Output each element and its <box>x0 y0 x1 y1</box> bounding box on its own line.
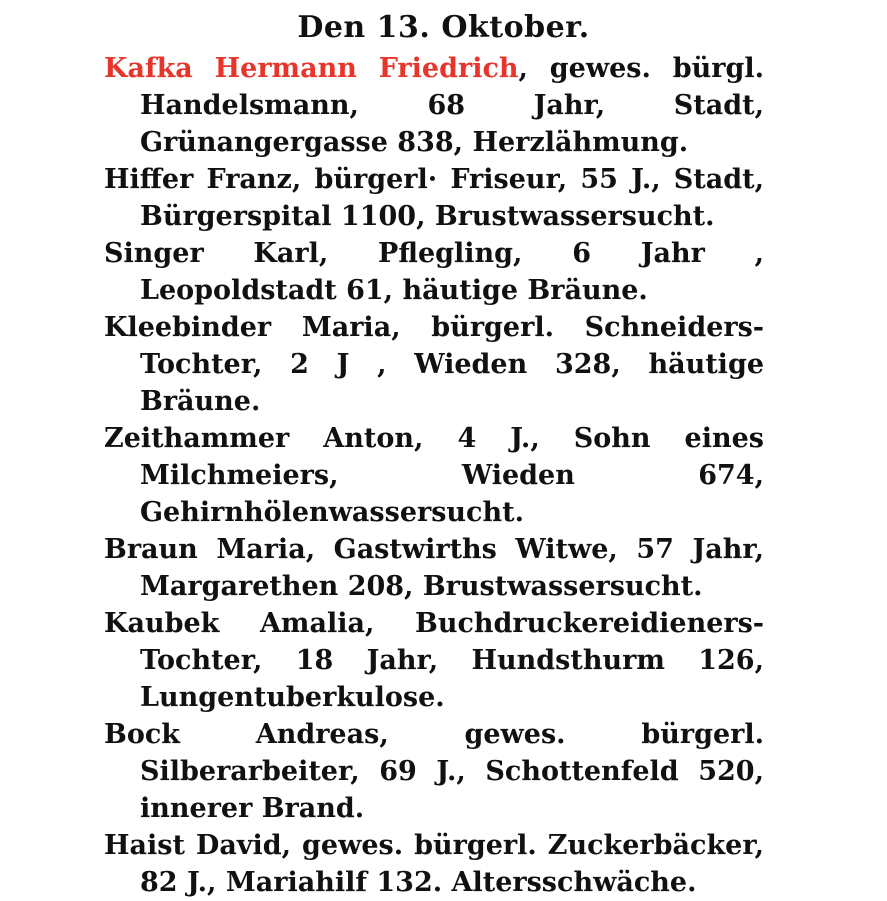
entry-details: , 4 J., Sohn eines Milchmeiers, Wieden 674, Gehirnhölenwassersucht. <box>140 423 765 528</box>
death-notice-entry <box>104 309 764 420</box>
entry-details: , gewes. bürgerl. Zuckerbäcker, 82 J., Mariahilf 132. Altersschwäche. <box>140 830 764 898</box>
death-notice-entry <box>104 827 764 901</box>
entry-details: , bürgerl· Friseur, 55 J., Stadt, Bürgerspital 1100, Brustwassersucht. <box>140 164 765 232</box>
entry-details: , Gastwirths Witwe, 57 Jahr, Margarethen 208, Brustwassersucht. <box>140 534 764 602</box>
entry-details: , gewes. bürgl. Handelsmann, 68 Jahr, Stadt, Grünangergasse 838, Herzlähmung. <box>140 53 764 158</box>
death-notice-entry <box>104 235 764 309</box>
entry-details: , Buchdruckereidieners-Tochter, 18 Jahr, Hundsthurm 126, Lungentuberkulose. <box>140 608 765 713</box>
deceased-name: Braun Maria <box>104 534 306 565</box>
deceased-name: Zeithammer Anton <box>104 423 415 454</box>
death-notice-entry <box>104 50 764 161</box>
death-notice-entry <box>104 605 764 716</box>
entry-details: , gewes. bürgerl. Silberarbeiter, 69 J., Schottenfeld 520, innerer Brand. <box>140 719 765 824</box>
deceased-name: Hiffer Franz <box>104 164 292 195</box>
death-notice-entry <box>104 531 764 605</box>
death-notice-entry <box>104 716 764 827</box>
highlighted-name: Kafka Hermann Friedrich <box>104 53 519 84</box>
entry-details: , bürgerl. Schneiders-Tochter, 2 J , Wieden 328, häutige Bräune. <box>140 312 765 417</box>
deceased-name: Haist David <box>104 830 282 861</box>
section-date-heading: Den 13. Oktober. <box>297 10 590 45</box>
deceased-name: Kleebinder Maria <box>104 312 392 343</box>
entry-details: , Pflegling, 6 Jahr , Leopoldstadt 61, häutige Bräune. <box>140 238 764 306</box>
deceased-name: Singer Karl <box>104 238 319 269</box>
death-notice-entry <box>104 161 764 235</box>
death-notices-list <box>104 50 764 901</box>
deceased-name: Kaubek Amalia <box>104 608 365 639</box>
death-notice-entry <box>104 420 764 531</box>
deceased-name: Bock Andreas <box>104 719 380 750</box>
